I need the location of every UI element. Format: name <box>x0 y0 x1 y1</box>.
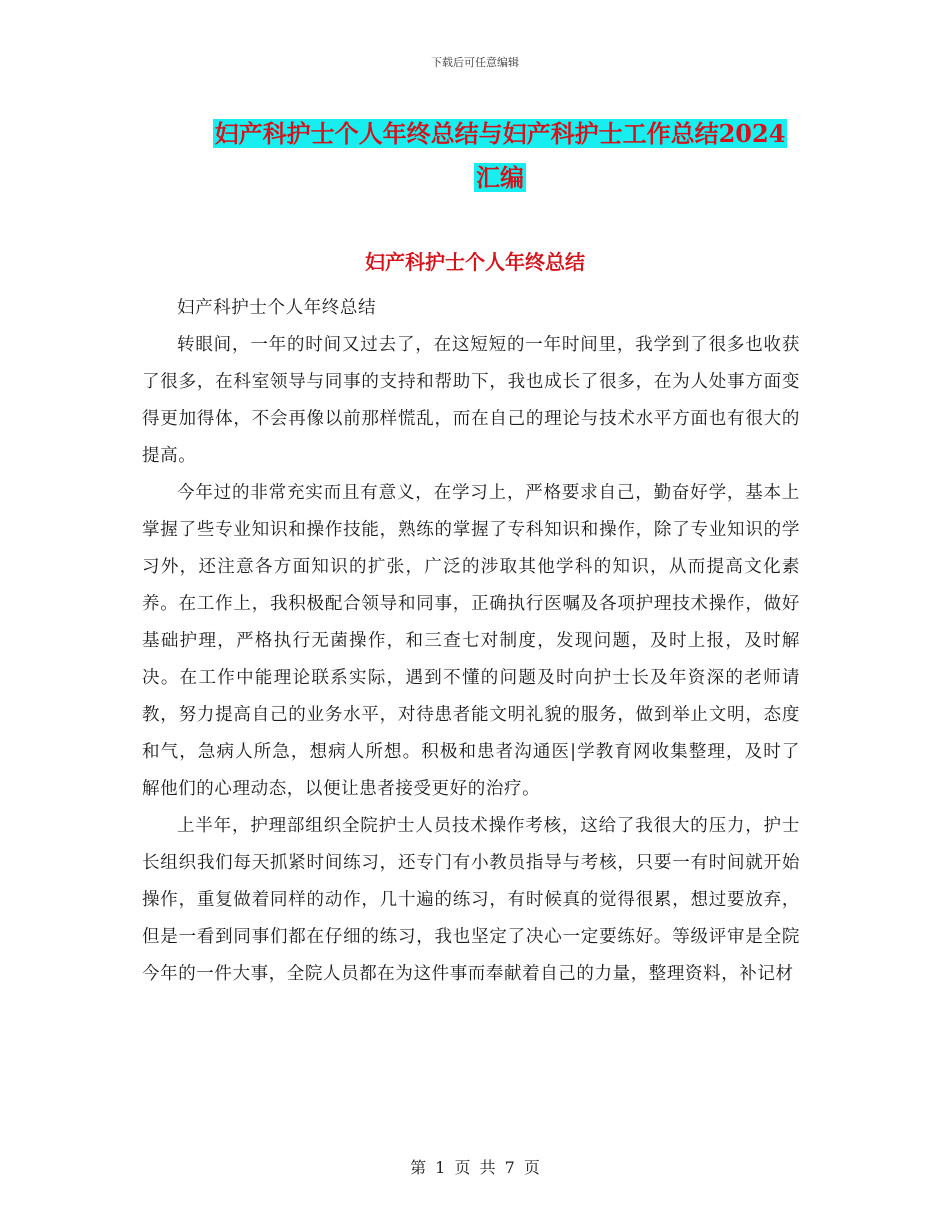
header-note: 下载后可任意编辑 <box>431 56 519 69</box>
paragraph: 妇产科护士个人年终总结 <box>177 298 377 318</box>
body-text <box>142 290 800 993</box>
paragraph: 上半年，护理部组织全院护士人员技术操作考核，这给了我很大的压力，护士长组织我们每天抓紧时间练习，还专门有小教员指导与考核，只要一有时间就开始操作，重复做着同样的动作，几十遍的练习，有时候真的觉得很累，想过要放弃，但是一看到同事们都在仔细的练习，我也坚定了决心一定要练好。等级评审是全院今年的一件大事，全院人员都在为这件事而奉献着自己的力量，整理资料，补记材 <box>142 816 800 984</box>
section-heading: 妇产科护士个人年终总结 <box>365 250 585 274</box>
document-title <box>190 112 810 200</box>
paragraph: 今年过的非常充实而且有意义，在学习上，严格要求自己，勤奋好学，基本上掌握了些专业知识和操作技能，熟练的掌握了专科知识和操作，除了专业知识的学习外，还注意各方面知识的扩张，广泛的涉取其他学科的知识，从而提高文化素养。在工作上，我积极配合领导和同事，正确执行医嘱及各项护理技术操作，做好基础护理，严格执行无菌操作，和三查七对制度，发现问题，及时上报，及时解决。在工作中能理论联系实际，遇到不懂的问题及时向护士长及年资深的老师请教，努力提高自己的业务水平，对待患者能文明礼貌的服务，做到举止文明，态度和气，急病人所急，想病人所想。积极和患者沟通医|学教育网收集整理，及时了解他们的心理动态，以便让患者接受更好的治疗。 <box>142 483 800 799</box>
title-line-2: 汇编 <box>476 163 524 192</box>
paragraph: 转眼间，一年的时间又过去了，在这短短的一年时间里，我学到了很多也收获了很多，在科室领导与同事的支持和帮助下，我也成长了很多，在为人处事方面变得更加得体，不会再像以前那样慌乱，而在自己的理论与技术水平方面也有很大的提高。 <box>142 335 800 466</box>
title-line-1: 妇产科护士个人年终总结与妇产科护士工作总结2024 <box>214 119 786 148</box>
page-footer: 第 1 页 共 7 页 <box>410 1158 540 1177</box>
